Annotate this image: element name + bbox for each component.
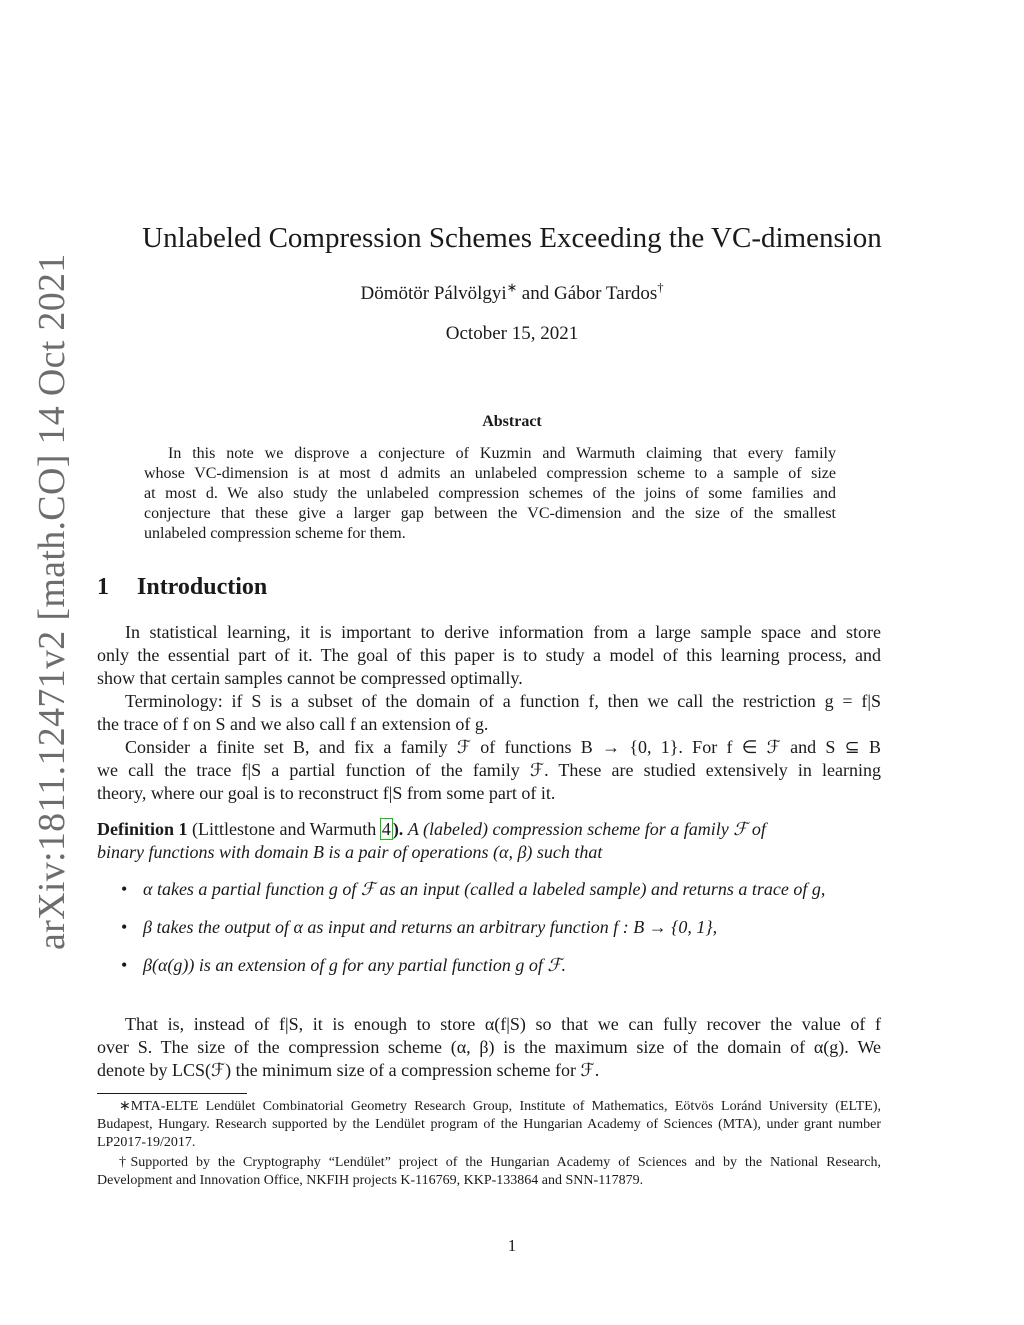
intro-paragraph-terminology: [97, 690, 881, 736]
abstract-heading: Abstract: [482, 413, 542, 430]
paragraph-line: That is, instead of f|S, it is enough to store α(f|S) so that we can fully recover the value of f: [125, 1014, 881, 1034]
definition-statement: A (labeled) compression scheme for a family ℱ of: [407, 819, 766, 839]
list-item: [97, 916, 881, 939]
definition-1: [97, 818, 881, 864]
paragraph-line: show that certain samples cannot be compressed optimally.: [97, 668, 523, 688]
author-tardos: Gábor Tardos: [553, 283, 658, 304]
page-number: 1: [507, 1236, 517, 1255]
author-connector: and: [521, 283, 550, 304]
arxiv-identifier-stamp: arXiv:1811.12471v2 [math.CO] 14 Oct 2021: [31, 253, 73, 950]
paragraph-line: theory, where our goal is to reconstruct f|S from some part of it.: [97, 783, 556, 803]
definition-bullet-list: [97, 878, 881, 992]
definition-attribution-close: ).: [392, 819, 404, 839]
list-item: [97, 878, 881, 901]
paragraph-line: denote by LCS(ℱ) the minimum size of a compression scheme for ℱ.: [97, 1060, 600, 1080]
list-item: [97, 954, 881, 977]
paragraph-line: we call the trace f|S a partial function of the family ℱ. These are studied extensively in learning: [97, 760, 881, 780]
section-number: 1: [97, 574, 109, 600]
abstract-line: at most d. We also study the unlabeled compression schemes of the joins of some families and: [144, 485, 836, 502]
closing-paragraph: [97, 1013, 881, 1082]
bullet-icon: •: [121, 879, 128, 899]
abstract-line: In this note we disprove a conjecture of Kuzmin and Warmuth claiming that every family: [168, 445, 836, 462]
footnote-funding: †Supported by the Cryptography “Lendület” project of the Hungarian Academy of Sciences and by the National Research, Development and Innovation Office, NKFIH projects K-116769, KKP-133864 and SNN-117879.: [97, 1155, 881, 1188]
abstract-line: conjecture that these give a larger gap between the VC-dimension and the size of the smallest: [144, 505, 836, 522]
abstract-line: unlabeled compression scheme for them.: [144, 525, 406, 542]
paper-title: Unlabeled Compression Schemes Exceeding the VC-dimension: [142, 222, 882, 254]
bullet-text: β takes the output of α as input and returns an arbitrary function f : B → {0, 1},: [143, 917, 718, 937]
paragraph-line: only the essential part of it. The goal of this paper is to study a model of this learning process, and: [97, 645, 881, 665]
paragraph-line: the trace of f on S and we also call f an extension of g.: [97, 714, 489, 734]
section-heading-introduction: [97, 574, 267, 601]
paragraph-line: over S. The size of the compression scheme (α, β) is the maximum size of the domain of α(g). We: [97, 1037, 881, 1057]
publication-date: October 15, 2021: [445, 323, 579, 344]
footnotes: [97, 1098, 881, 1190]
abstract-line: whose VC-dimension is at most d admits an unlabeled compression scheme to a sample of size: [144, 465, 836, 482]
footnote-divider: [97, 1093, 247, 1094]
definition-label: Definition 1: [97, 819, 188, 839]
definition-attribution: (Littlestone and Warmuth: [192, 819, 377, 839]
intro-paragraph-1: [97, 621, 881, 690]
paragraph-line: Consider a finite set B, and fix a family ℱ of functions B → {0, 1}. For f ∈ ℱ and S ⊆ B: [125, 737, 881, 757]
paragraph-line: Terminology: if S is a subset of the domain of a function f, then we call the restriction g = f|S: [125, 691, 881, 711]
bullet-text: α takes a partial function g of ℱ as an input (called a labeled sample) and returns a trace of g,: [143, 879, 826, 899]
bullet-text: β(α(g)) is an extension of g for any partial function g of ℱ.: [143, 955, 567, 975]
footnote-affiliation: ∗MTA-ELTE Lendület Combinatorial Geometry Research Group, Institute of Mathematics, Eötvös Loránd University (ELTE), Budapest, Hungary. Research supported by the Lendület program of the Hungarian Academy of Sciences (MTA), under grant number LP2017-19/2017.: [97, 1099, 881, 1150]
author-line: [0, 280, 1024, 305]
definition-line: [97, 818, 881, 841]
bullet-icon: •: [121, 917, 128, 937]
citation-link[interactable]: 4: [381, 819, 391, 839]
intro-paragraph-finite-set: [97, 736, 881, 805]
abstract-body: [144, 444, 836, 544]
author-palvolgyi: Dömötör Pálvölgyi: [360, 283, 507, 304]
bullet-icon: •: [121, 955, 128, 975]
footnote-mark-star[interactable]: ∗: [506, 280, 518, 295]
section-title: Introduction: [137, 574, 268, 600]
footnote-mark-dagger[interactable]: †: [657, 280, 664, 295]
paragraph-line: In statistical learning, it is important to derive information from a large sample space and store: [125, 622, 881, 642]
definition-line: binary functions with domain B is a pair of operations (α, β) such that: [97, 842, 603, 862]
